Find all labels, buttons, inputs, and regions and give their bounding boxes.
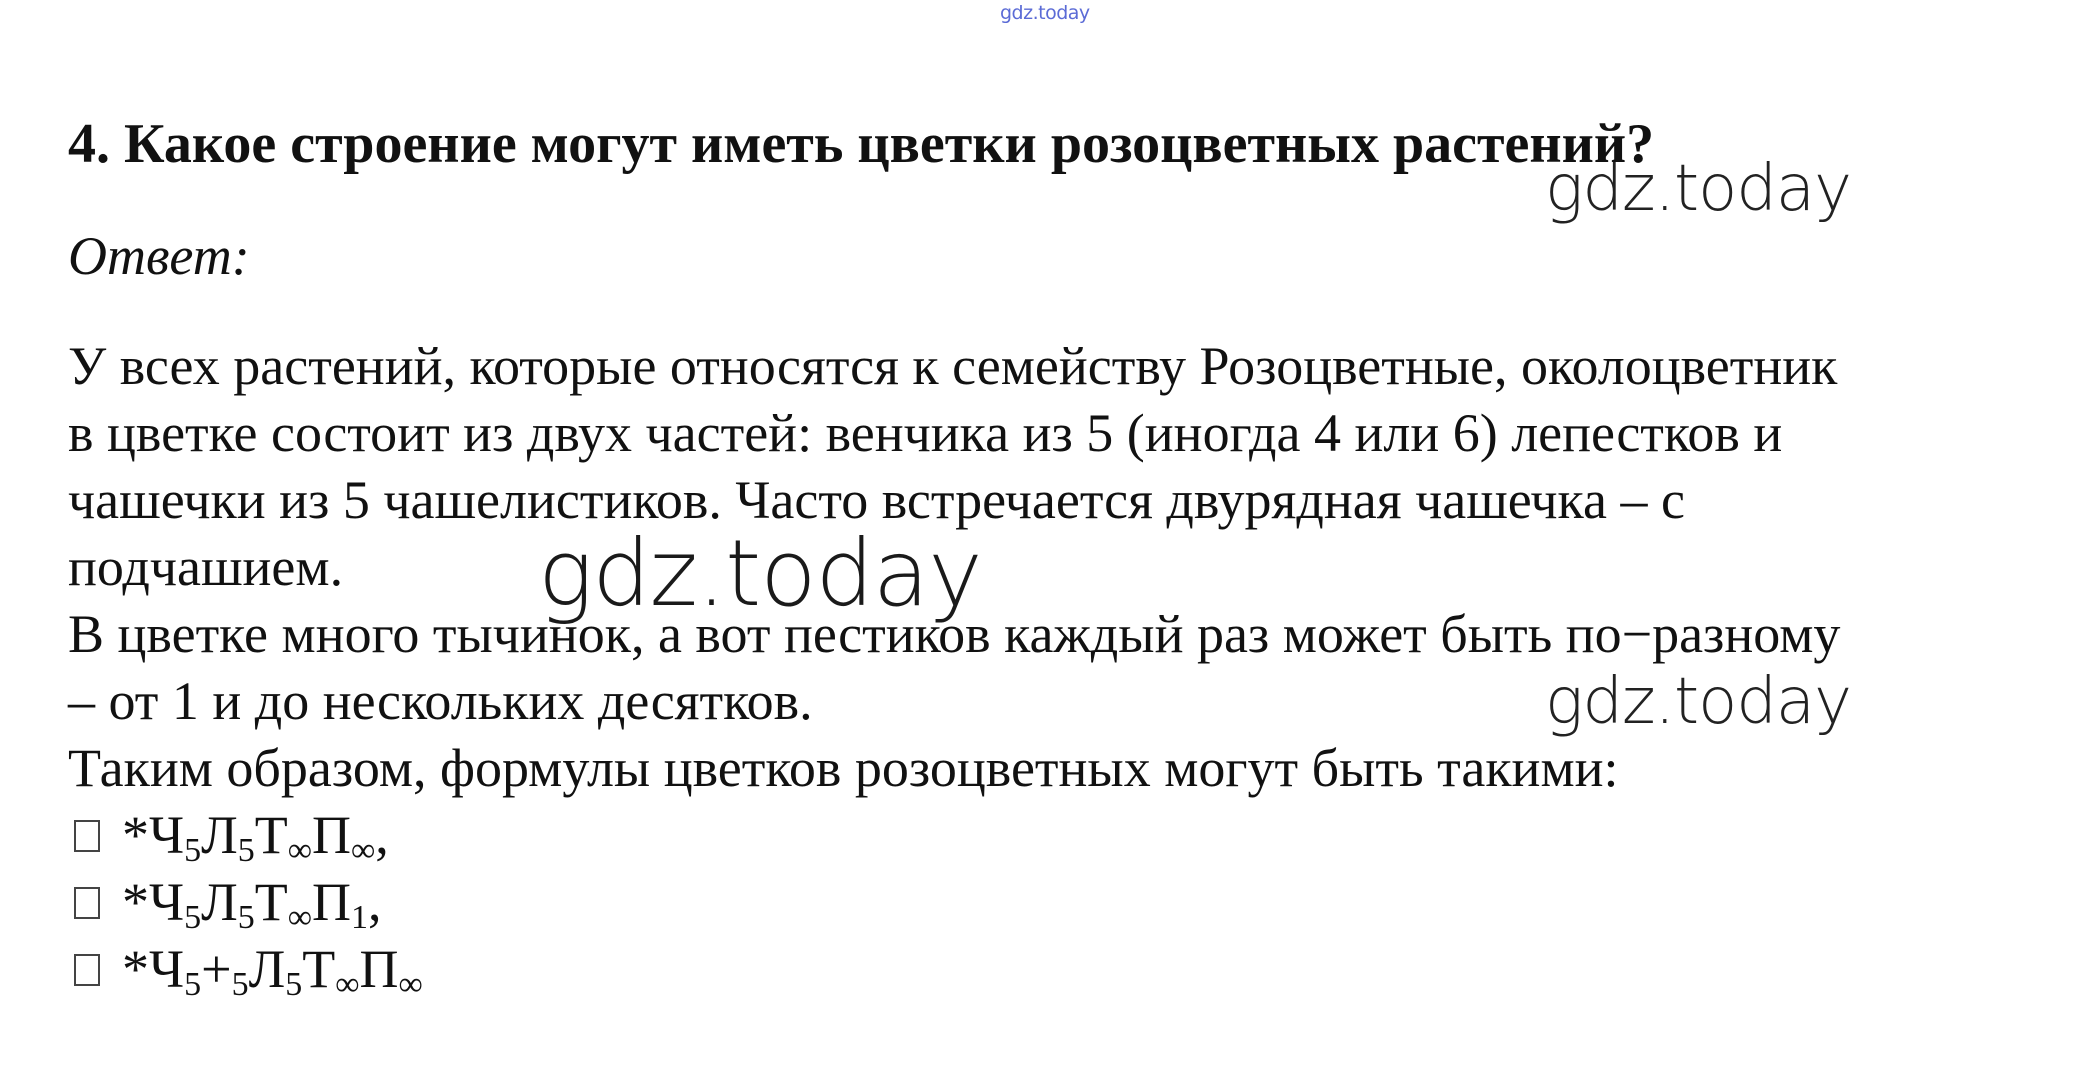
answer-label: Ответ: bbox=[68, 226, 250, 286]
question-title: 4. Какое строение могут иметь цветки розоцветных растений? bbox=[68, 113, 1655, 175]
text-line: У всех растений, которые относятся к семейству Розоцветные, околоцветник bbox=[68, 336, 1838, 396]
text-line: подчашием. bbox=[68, 537, 344, 597]
flower-formula: $*Ч_5Л_5Т_\infty П_\infty$, bbox=[122, 805, 389, 869]
checkbox-glyph-icon bbox=[74, 820, 100, 852]
watermark-center: gdz.today bbox=[538, 520, 982, 627]
flower-formula: $*Ч_5+_5Л_5Т_\infty П_\infty$ bbox=[122, 939, 423, 1003]
watermark-right-upper: gdz.today bbox=[1545, 152, 1851, 226]
formula-list bbox=[68, 802, 423, 1003]
text-line: в цветке состоит из двух частей: венчика из 5 (иногда 4 или 6) лепестков и bbox=[68, 403, 1783, 463]
checkbox-glyph-icon bbox=[74, 887, 100, 919]
formula-item bbox=[68, 802, 423, 869]
text-line: В цветке много тычинок, а вот пестиков каждый раз может быть по−разному bbox=[68, 604, 1841, 664]
text-line: – от 1 и до нескольких десятков. bbox=[68, 671, 813, 731]
answer-paragraph-1 bbox=[68, 333, 1837, 601]
answer-paragraph-2 bbox=[68, 601, 1840, 735]
text-line: чашечки из 5 чашелистиков. Часто встречается двурядная чашечка – с bbox=[68, 470, 1685, 530]
formula-item bbox=[68, 869, 423, 936]
formula-item bbox=[68, 936, 423, 1003]
answer-paragraph-3 bbox=[68, 735, 1619, 802]
watermark-right-lower: gdz.today bbox=[1545, 665, 1851, 739]
watermark-top: gdz.today bbox=[1000, 2, 1090, 24]
checkbox-glyph-icon bbox=[74, 954, 100, 986]
flower-formula: $*Ч_5Л_5Т_\infty П_1$, bbox=[122, 872, 382, 936]
text-line: Таким образом, формулы цветков розоцветных могут быть такими: bbox=[68, 738, 1619, 798]
